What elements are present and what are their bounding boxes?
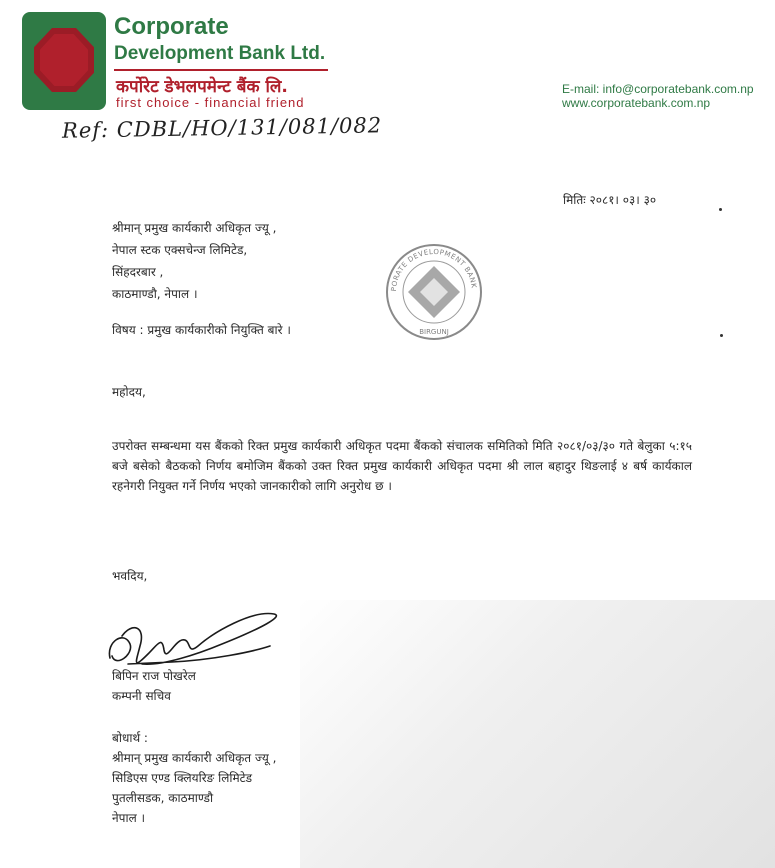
cc-line2: सिडिएस एण्ड क्लियरिङ लिमिटेड [112,771,253,785]
signatory-title: कम्पनी सचिव [112,689,171,703]
stamp-text: PORATE DEVELOPMENT BANK [389,247,478,292]
bank-tagline: first choice - financial friend [116,95,305,110]
cc-line3: पुतलीसडक, काठमाण्डौ [112,791,214,805]
closing: भवदिय, [112,569,148,583]
recipient-line1: श्रीमान् प्रमुख कार्यकारी अधिकृत ज्यू , [112,221,277,235]
cc-line4: नेपाल । [112,811,146,825]
scan-speck [720,334,723,337]
cc-label: बोधार्थ : [112,731,148,745]
cc-line1: श्रीमान् प्रमुख कार्यकारी अधिकृत ज्यू , [112,751,277,765]
company-stamp [384,242,484,342]
scan-speck [719,208,722,211]
recipient-line3: सिंहदरबार , [112,265,164,279]
bank-name-line1: Corporate [114,13,229,40]
bank-logo [22,12,106,110]
letter-date: मितिः २०८१। ०३। ३० [563,193,657,207]
letterhead-divider [114,69,328,71]
bank-name-line2: Development Bank Ltd. [114,43,326,64]
logo-octagon-inner [40,34,88,86]
stamp-seal-icon [384,242,484,342]
letter-body: उपरोक्त सम्बन्धमा यस बैंकको रिक्त प्रमुख कार्यकारी अधिकृत पदमा बैंकको संचालक समितिको मिति २०८१/०३/३० गते बेलुका ५:१५ बजे बसेको बैठकको निर्णय बमोजिम बैंकको उक्त रिक्त प्रमुख कार्यकारी अधिकृत पदमा श्री लाल बहादुर थिङलाई ४ बर्ष कार्यकाल रहनेगरी नियुक्त गर्ने निर्णय भएको जानकारीको लागि अनुरोध छ । [112,439,692,493]
salutation: महोदय, [112,385,146,399]
recipient-line2: नेपाल स्टक एक्सचेन्ज लिमिटेड, [112,243,248,257]
bank-name-nepali: कर्पोरेट डेभलपमेन्ट बैंक लि. [116,77,288,97]
signatory-name: बिपिन राज पोखरेल [112,669,196,683]
reference-number: Ref: CDBL/HO/131/081/082 [61,113,383,143]
contact-block [562,82,754,110]
contact-website: www.corporatebank.com.np [562,96,711,110]
stamp-city: BIRGUNJ [419,328,449,336]
scan-shadow [300,600,775,868]
recipient-line4: काठमाण्डौ, नेपाल । [112,287,198,301]
subject-line: विषय : प्रमुख कार्यकारीको नियुक्ति बारे । [112,323,291,337]
contact-email: E-mail: info@corporatebank.com.np [562,82,754,96]
logo-octagon-icon [34,28,94,92]
